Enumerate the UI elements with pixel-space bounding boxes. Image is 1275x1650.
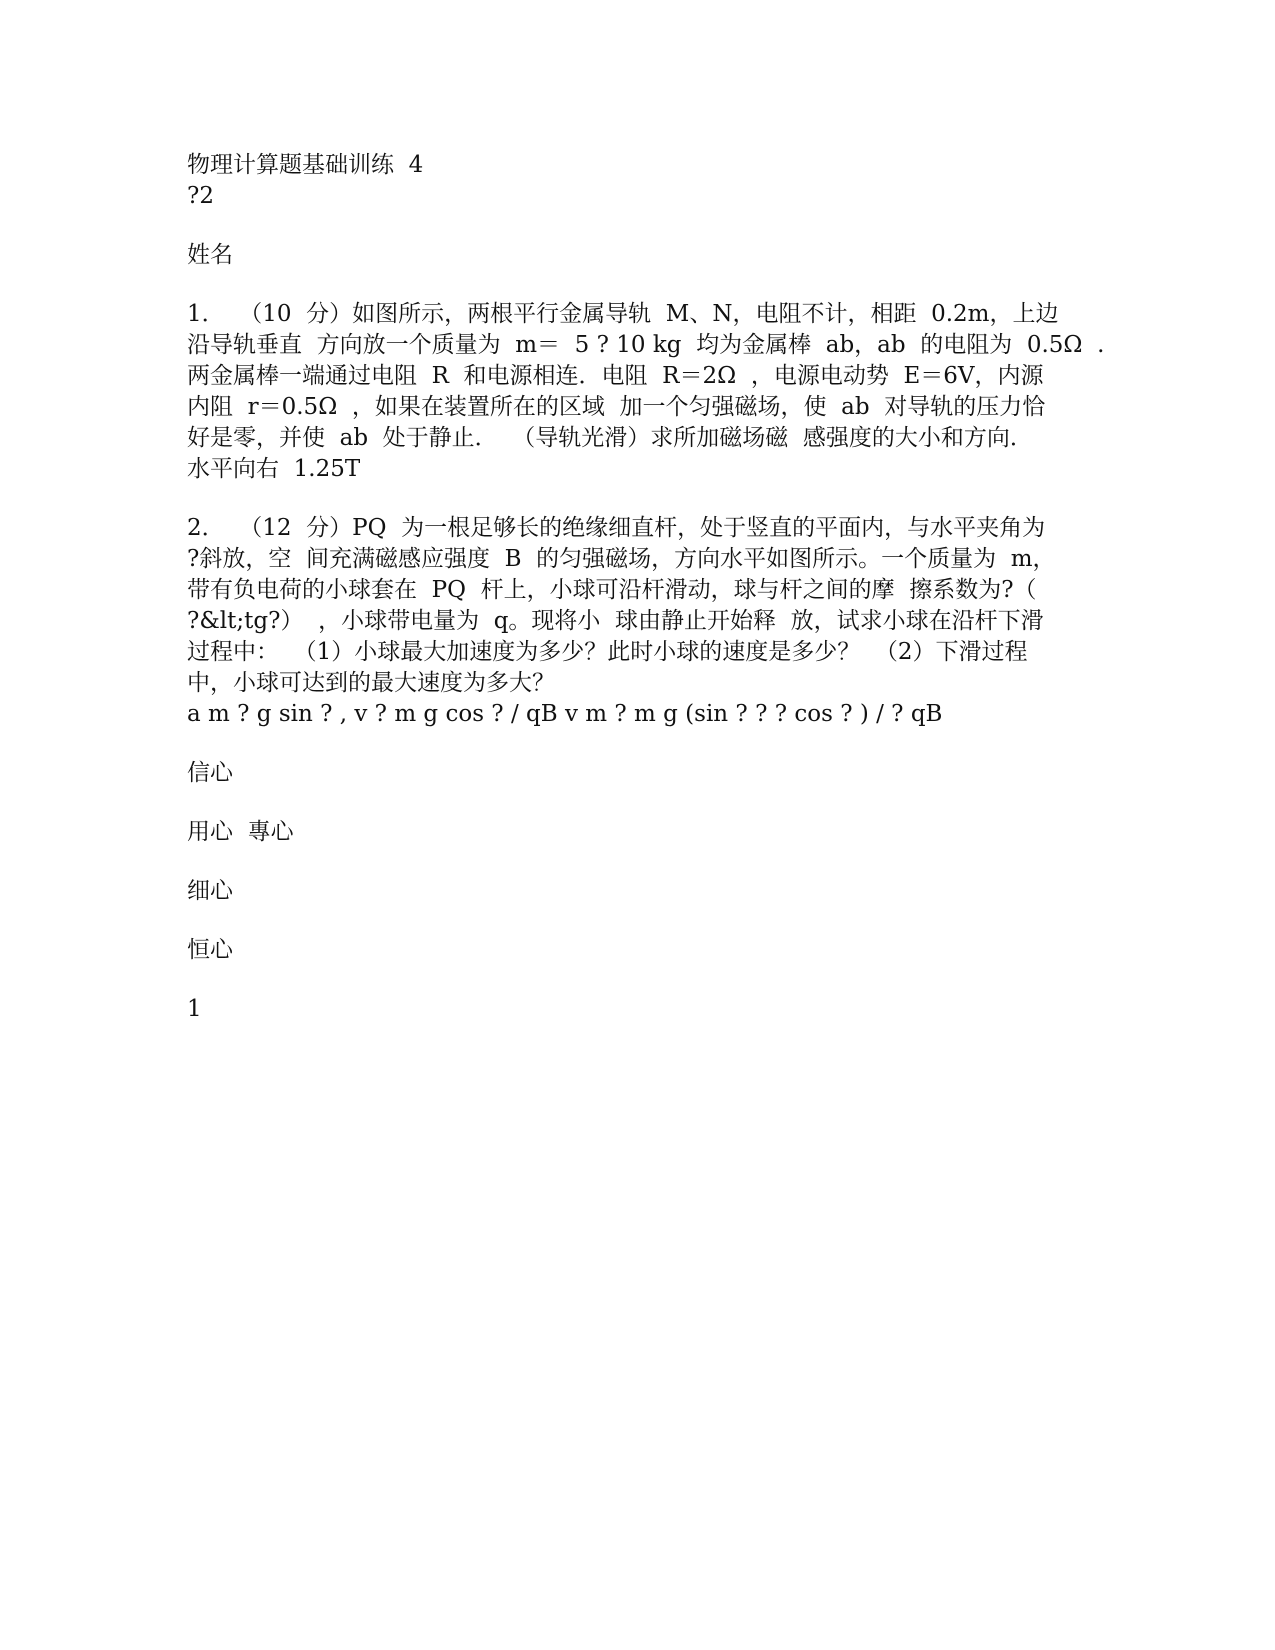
problem-1-line: 1． （10 分）如图所示，两根平行金属导轨 M、N，电阻不计，相距 0.2m，上边: [187, 301, 1059, 327]
motto-dedication: 用心 專心: [187, 819, 294, 845]
problem-2-line: ?&lt;tg?） ，小球带电量为 q。现将小 球由静止开始释 放，试求小球在沿杆下滑: [187, 608, 1044, 634]
problem-2: [187, 513, 1087, 730]
document-page: [187, 150, 1105, 1025]
name-label: 姓名: [187, 242, 233, 268]
document-title: 物理计算题基础训练 4: [187, 152, 424, 178]
motto-confidence: 信心: [187, 760, 233, 786]
page-number: 1: [187, 996, 202, 1022]
problem-2-answer: a m ? g sin ? , v ? m g cos ? / qB v m ? m g (sin ? ? ? cos ? ) / ? qB: [187, 701, 943, 727]
problem-1-line: 两金属棒一端通过电阻 R 和电源相连．电阻 R＝2Ω ，电源电动势 E＝6V，内源: [187, 363, 1044, 389]
problem-1-line: 沿导轨垂直 方向放一个质量为 m＝ 5 ? 10 kg 均为金属棒 ab，ab 的电阻为 0.5Ω .: [187, 332, 1105, 358]
problem-1: [187, 299, 1105, 485]
problem-1-line: 好是零，并使 ab 处于静止． （导轨光滑）求所加磁场磁 感强度的大小和方向．: [187, 425, 1033, 451]
problem-2-line: ?斜放，空 间充满磁感应强度 B 的匀强磁场，方向水平如图所示。一个质量为 m，: [187, 546, 1056, 572]
problem-2-line: 过程中： （1）小球最大加速度为多少？此时小球的速度是多少？ （2）下滑过程: [187, 639, 1028, 665]
problem-2-line: 2． （12 分）PQ 为一根足够长的绝缘细直杆，处于竖直的平面内，与水平夹角为: [187, 515, 1046, 541]
problem-1-answer: 水平向右 1.25T: [187, 456, 361, 482]
problem-1-line: 内阻 r＝0.5Ω ，如果在装置所在的区域 加一个匀强磁场，使 ab 对导轨的压力恰: [187, 394, 1046, 420]
motto-carefulness: 细心: [187, 878, 233, 904]
problem-2-line: 带有负电荷的小球套在 PQ 杆上，小球可沿杆滑动，球与杆之间的摩 擦系数为?（: [187, 577, 1037, 603]
problem-2-line: 中，小球可达到的最大速度为多大？: [187, 670, 555, 696]
document-subtitle: ?2: [187, 183, 214, 209]
motto-perseverance: 恒心: [187, 937, 233, 963]
